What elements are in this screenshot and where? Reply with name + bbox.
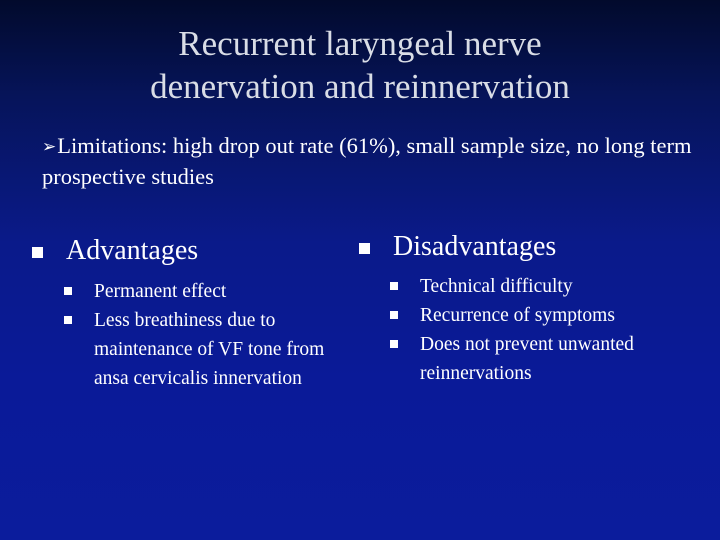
list-item bbox=[390, 272, 687, 301]
disadvantages-heading-label: Disadvantages bbox=[393, 231, 557, 262]
disadvantages-list bbox=[390, 272, 687, 388]
slide-title-line-1: Recurrent laryngeal nerve bbox=[178, 24, 542, 63]
square-bullet-icon bbox=[359, 243, 370, 254]
square-bullet-icon bbox=[64, 287, 72, 295]
advantages-heading bbox=[30, 232, 350, 270]
list-item-label: Permanent effect bbox=[94, 281, 227, 302]
limitations-text: Limitations: high drop out rate (61%), small sample size, no long term prospective studies bbox=[42, 133, 692, 189]
list-item bbox=[64, 277, 350, 306]
square-bullet-icon bbox=[390, 282, 398, 290]
limitations-note bbox=[42, 131, 692, 192]
advantages-list bbox=[64, 277, 350, 393]
list-item bbox=[390, 330, 687, 388]
advantages-heading-label: Advantages bbox=[66, 235, 199, 266]
square-bullet-icon bbox=[64, 316, 72, 324]
disadvantages-heading bbox=[357, 228, 687, 266]
list-item-label: Recurrence of symptoms bbox=[420, 305, 615, 326]
square-bullet-icon bbox=[390, 340, 398, 348]
list-item-label: Does not prevent unwanted reinnervations bbox=[420, 334, 634, 384]
square-bullet-icon bbox=[32, 247, 43, 258]
square-bullet-icon bbox=[390, 311, 398, 319]
advantages-column bbox=[30, 232, 350, 393]
list-item bbox=[390, 301, 687, 330]
list-item-label: Less breathiness due to maintenance of VF tone from ansa cervicalis innervation bbox=[94, 310, 325, 389]
disadvantages-column bbox=[357, 228, 687, 388]
slide-title bbox=[0, 22, 720, 108]
list-item-label: Technical difficulty bbox=[420, 276, 573, 297]
list-item bbox=[64, 306, 350, 393]
slide-title-line-2: denervation and reinnervation bbox=[150, 67, 570, 106]
arrow-bullet-icon: ➢ bbox=[42, 137, 57, 156]
